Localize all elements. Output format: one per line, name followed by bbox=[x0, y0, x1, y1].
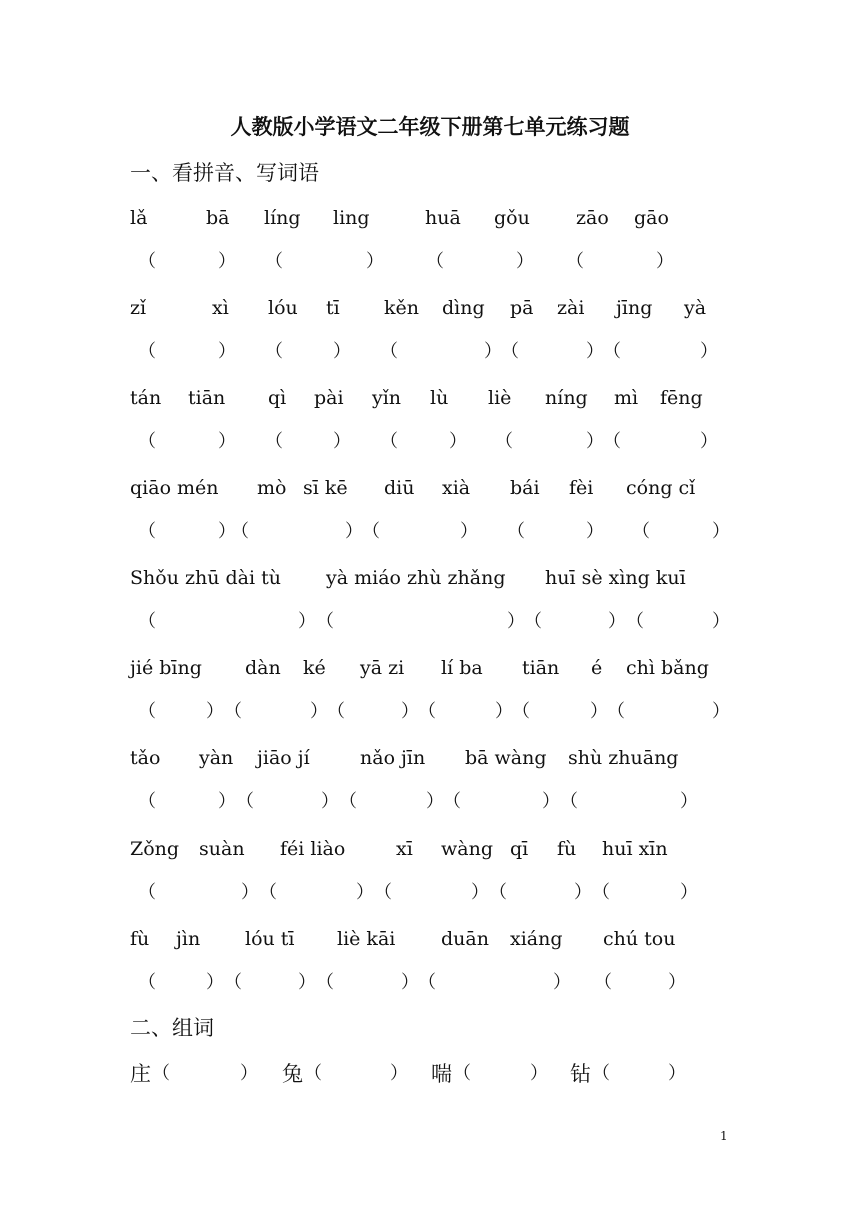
pinyin-word: chì bǎng bbox=[626, 657, 709, 679]
answer-blank-close[interactable]: ） bbox=[218, 431, 236, 452]
answer-blank-open[interactable]: （ bbox=[501, 341, 519, 362]
answer-blank-open[interactable]: （ bbox=[265, 251, 283, 272]
section-heading-zuci: 二、组词 bbox=[130, 1016, 214, 1040]
answer-row-1 bbox=[0, 247, 860, 277]
pinyin-word: liè bbox=[488, 387, 512, 409]
pinyin-word: tiān bbox=[188, 387, 226, 409]
answer-blank-open[interactable]: （ bbox=[138, 701, 156, 722]
answer-blank-close[interactable]: ） bbox=[298, 972, 316, 993]
answer-blank-close[interactable]: ） bbox=[700, 341, 718, 362]
answer-blank-close[interactable]: ） bbox=[542, 791, 560, 812]
answer-blank-close[interactable]: ） bbox=[608, 611, 626, 632]
pinyin-word: zài bbox=[557, 297, 585, 319]
pinyin-word: xī bbox=[396, 838, 413, 860]
pinyin-row-3 bbox=[0, 383, 860, 413]
page-title: 人教版小学语文二年级下册第七单元练习题 bbox=[230, 114, 630, 139]
answer-blank-close[interactable]: ） bbox=[460, 521, 478, 542]
answer-blank-close[interactable]: ） bbox=[680, 882, 698, 903]
answer-blank-open[interactable]: （ bbox=[453, 1063, 471, 1084]
answer-blank-open[interactable]: （ bbox=[380, 341, 398, 362]
pinyin-word: liè kāi bbox=[337, 928, 396, 950]
answer-row-3 bbox=[0, 427, 860, 457]
pinyin-word: bái bbox=[510, 477, 540, 499]
answer-blank-open[interactable]: （ bbox=[594, 972, 612, 993]
answer-blank-open[interactable]: （ bbox=[495, 431, 513, 452]
answer-blank-close[interactable]: ） bbox=[590, 701, 608, 722]
pinyin-word: gāo bbox=[634, 207, 669, 229]
answer-blank-open[interactable]: （ bbox=[327, 701, 345, 722]
pinyin-word: lóu tī bbox=[245, 928, 295, 950]
pinyin-word: mò bbox=[257, 477, 287, 499]
answer-blank-open[interactable]: （ bbox=[626, 611, 644, 632]
answer-blank-close[interactable]: ） bbox=[401, 701, 419, 722]
pinyin-word: chú tou bbox=[603, 928, 676, 950]
answer-blank-open[interactable]: （ bbox=[524, 611, 542, 632]
pinyin-word: nǎo jīn bbox=[360, 747, 426, 769]
answer-blank-close[interactable]: ） bbox=[471, 882, 489, 903]
pinyin-word: Shǒu zhū dài tù bbox=[130, 567, 281, 589]
pinyin-word: lí ba bbox=[441, 657, 483, 679]
answer-blank-open[interactable]: （ bbox=[138, 791, 156, 812]
pinyin-word: fù bbox=[130, 928, 150, 950]
zuci-character: 喘 bbox=[431, 1062, 452, 1086]
pinyin-word: qī bbox=[510, 838, 529, 860]
pinyin-row-2 bbox=[0, 293, 860, 323]
pinyin-row-6 bbox=[0, 653, 860, 683]
pinyin-word: mì bbox=[614, 387, 639, 409]
answer-blank-close[interactable]: ） bbox=[241, 882, 259, 903]
pinyin-row-4 bbox=[0, 473, 860, 503]
answer-row-5 bbox=[0, 607, 860, 637]
pinyin-word: tán bbox=[130, 387, 162, 409]
pinyin-word: yà miáo zhù zhǎng bbox=[326, 567, 506, 589]
answer-row-4 bbox=[0, 517, 860, 547]
answer-blank-open[interactable]: （ bbox=[443, 791, 461, 812]
pinyin-word: xià bbox=[442, 477, 471, 499]
answer-blank-close[interactable]: ） bbox=[507, 611, 525, 632]
pinyin-word: shù zhuāng bbox=[568, 747, 679, 769]
pinyin-word: jié bīng bbox=[130, 657, 202, 679]
pinyin-row-8 bbox=[0, 834, 860, 864]
answer-blank-open[interactable]: （ bbox=[426, 251, 444, 272]
answer-blank-close[interactable]: ） bbox=[586, 521, 604, 542]
answer-blank-close[interactable]: ） bbox=[218, 341, 236, 362]
pinyin-word: yā zi bbox=[360, 657, 405, 679]
answer-blank-open[interactable]: （ bbox=[607, 701, 625, 722]
answer-blank-open[interactable]: （ bbox=[138, 431, 156, 452]
page-number: 1 bbox=[720, 1129, 728, 1143]
zuci-character: 钻 bbox=[570, 1062, 591, 1086]
answer-row-2 bbox=[0, 337, 860, 367]
answer-blank-close[interactable]: ） bbox=[712, 701, 730, 722]
answer-blank-close[interactable]: ） bbox=[712, 521, 730, 542]
pinyin-word: tǎo bbox=[130, 747, 161, 769]
answer-blank-close[interactable]: ） bbox=[574, 882, 592, 903]
answer-blank-close[interactable]: ） bbox=[218, 521, 236, 542]
answer-blank-close[interactable]: ） bbox=[310, 701, 328, 722]
pinyin-word: lù bbox=[430, 387, 449, 409]
pinyin-word: qiāo mén bbox=[130, 477, 219, 499]
answer-blank-open[interactable]: （ bbox=[236, 791, 254, 812]
answer-blank-open[interactable]: （ bbox=[138, 521, 156, 542]
answer-blank-open[interactable]: （ bbox=[304, 1063, 322, 1084]
pinyin-word: tī bbox=[326, 297, 340, 319]
pinyin-word: féi liào bbox=[280, 838, 346, 860]
pinyin-word: yǐn bbox=[372, 387, 402, 409]
answer-blank-open[interactable]: （ bbox=[138, 611, 156, 632]
pinyin-word: sī kē bbox=[303, 477, 348, 499]
pinyin-word: cóng cǐ bbox=[626, 477, 696, 499]
pinyin-word: jīng bbox=[616, 297, 653, 319]
pinyin-word: diū bbox=[384, 477, 415, 499]
pinyin-word: qì bbox=[268, 387, 287, 409]
answer-blank-open[interactable]: （ bbox=[224, 972, 242, 993]
pinyin-word: bā bbox=[206, 207, 230, 229]
pinyin-word: pā bbox=[510, 297, 534, 319]
answer-blank-open[interactable]: （ bbox=[418, 701, 436, 722]
answer-blank-close[interactable]: ） bbox=[668, 972, 686, 993]
pinyin-row-5 bbox=[0, 563, 860, 593]
answer-blank-open[interactable]: （ bbox=[632, 521, 650, 542]
answer-blank-open[interactable]: （ bbox=[265, 341, 283, 362]
answer-blank-open[interactable]: （ bbox=[566, 251, 584, 272]
answer-blank-close[interactable]: ） bbox=[484, 341, 502, 362]
answer-blank-open[interactable]: （ bbox=[138, 341, 156, 362]
answer-blank-open[interactable]: （ bbox=[231, 521, 249, 542]
answer-blank-close[interactable]: ） bbox=[586, 341, 604, 362]
pinyin-word: jìn bbox=[176, 928, 201, 950]
answer-blank-open[interactable]: （ bbox=[507, 521, 525, 542]
answer-blank-open[interactable]: （ bbox=[316, 972, 334, 993]
pinyin-row-7 bbox=[0, 743, 860, 773]
answer-blank-close[interactable]: ） bbox=[356, 882, 374, 903]
answer-row-8 bbox=[0, 878, 860, 908]
answer-blank-close[interactable]: ） bbox=[680, 791, 698, 812]
answer-blank-open[interactable]: （ bbox=[374, 882, 392, 903]
answer-blank-close[interactable]: ） bbox=[218, 251, 236, 272]
pinyin-word: xì bbox=[212, 297, 229, 319]
pinyin-word: ké bbox=[303, 657, 326, 679]
pinyin-word: kěn bbox=[384, 297, 419, 319]
answer-blank-open[interactable]: （ bbox=[138, 882, 156, 903]
pinyin-word: níng bbox=[545, 387, 588, 409]
answer-blank-open[interactable]: （ bbox=[418, 972, 436, 993]
answer-blank-close[interactable]: ） bbox=[333, 341, 351, 362]
pinyin-word: yà bbox=[684, 297, 707, 319]
pinyin-row-9 bbox=[0, 924, 860, 954]
answer-blank-close[interactable]: ） bbox=[321, 791, 339, 812]
section-heading-pinyin: 一、看拼音、写词语 bbox=[130, 161, 319, 185]
pinyin-word: é bbox=[591, 657, 603, 679]
pinyin-word: huā bbox=[425, 207, 461, 229]
answer-blank-open[interactable]: （ bbox=[603, 341, 621, 362]
pinyin-word: suàn bbox=[199, 838, 245, 860]
pinyin-word: lǎ bbox=[130, 207, 148, 229]
answer-blank-open[interactable]: （ bbox=[138, 972, 156, 993]
answer-blank-close[interactable]: ） bbox=[366, 251, 384, 272]
pinyin-word: duān bbox=[441, 928, 489, 950]
pinyin-word: zǐ bbox=[130, 297, 147, 319]
answer-blank-open[interactable]: （ bbox=[362, 521, 380, 542]
pinyin-word: zāo bbox=[576, 207, 609, 229]
answer-blank-open[interactable]: （ bbox=[512, 701, 530, 722]
answer-row-6 bbox=[0, 697, 860, 727]
answer-blank-close[interactable]: ） bbox=[656, 251, 674, 272]
zuci-character: 庄 bbox=[130, 1062, 151, 1086]
answer-blank-close[interactable]: ） bbox=[712, 611, 730, 632]
pinyin-word: lóu bbox=[268, 297, 298, 319]
answer-row-7 bbox=[0, 787, 860, 817]
pinyin-word: fù bbox=[557, 838, 577, 860]
pinyin-word: wàng bbox=[441, 838, 493, 860]
answer-blank-close[interactable]: ） bbox=[345, 521, 363, 542]
pinyin-word: ling bbox=[333, 207, 370, 229]
answer-blank-open[interactable]: （ bbox=[560, 791, 578, 812]
pinyin-word: dìng bbox=[442, 297, 485, 319]
answer-row-9 bbox=[0, 968, 860, 998]
pinyin-word: tiān bbox=[522, 657, 560, 679]
answer-blank-open[interactable]: （ bbox=[224, 701, 242, 722]
answer-blank-open[interactable]: （ bbox=[380, 431, 398, 452]
answer-blank-open[interactable]: （ bbox=[603, 431, 621, 452]
answer-blank-close[interactable]: ） bbox=[586, 431, 604, 452]
pinyin-word: fèi bbox=[569, 477, 594, 499]
pinyin-word: huī xīn bbox=[602, 838, 668, 860]
answer-blank-close[interactable]: ） bbox=[333, 431, 351, 452]
answer-blank-close[interactable]: ） bbox=[516, 251, 534, 272]
pinyin-word: yàn bbox=[199, 747, 234, 769]
pinyin-word: bā wàng bbox=[465, 747, 547, 769]
answer-blank-open[interactable]: （ bbox=[592, 882, 610, 903]
answer-blank-close[interactable]: ） bbox=[298, 611, 316, 632]
pinyin-word: líng bbox=[264, 207, 301, 229]
pinyin-word: dàn bbox=[245, 657, 281, 679]
answer-blank-open[interactable]: （ bbox=[152, 1063, 170, 1084]
answer-blank-close[interactable]: ） bbox=[401, 972, 419, 993]
answer-blank-open[interactable]: （ bbox=[489, 882, 507, 903]
pinyin-row-1 bbox=[0, 203, 860, 233]
answer-blank-close[interactable]: ） bbox=[553, 972, 571, 993]
answer-blank-close[interactable]: ） bbox=[668, 1063, 686, 1084]
pinyin-word: huī sè xìng kuī bbox=[545, 567, 686, 589]
answer-blank-close[interactable]: ） bbox=[206, 972, 224, 993]
pinyin-word: fēng bbox=[660, 387, 703, 409]
answer-blank-open[interactable]: （ bbox=[592, 1063, 610, 1084]
answer-blank-open[interactable]: （ bbox=[138, 251, 156, 272]
answer-blank-close[interactable]: ） bbox=[530, 1063, 548, 1084]
pinyin-word: pài bbox=[314, 387, 344, 409]
pinyin-word: gǒu bbox=[494, 207, 530, 229]
answer-blank-close[interactable]: ） bbox=[449, 431, 467, 452]
answer-blank-close[interactable]: ） bbox=[390, 1063, 408, 1084]
pinyin-word: jiāo jí bbox=[257, 747, 310, 769]
pinyin-word: Zǒng bbox=[130, 838, 180, 860]
answer-blank-close[interactable]: ） bbox=[240, 1063, 258, 1084]
answer-blank-close[interactable]: ） bbox=[218, 791, 236, 812]
answer-blank-close[interactable]: ） bbox=[426, 791, 444, 812]
zuci-character: 兔 bbox=[282, 1062, 303, 1086]
zuci-row bbox=[0, 1059, 860, 1089]
answer-blank-close[interactable]: ） bbox=[495, 701, 513, 722]
answer-blank-open[interactable]: （ bbox=[259, 882, 277, 903]
answer-blank-close[interactable]: ） bbox=[700, 431, 718, 452]
answer-blank-open[interactable]: （ bbox=[339, 791, 357, 812]
pinyin-word: xiáng bbox=[510, 928, 563, 950]
answer-blank-open[interactable]: （ bbox=[265, 431, 283, 452]
answer-blank-open[interactable]: （ bbox=[316, 611, 334, 632]
answer-blank-close[interactable]: ） bbox=[206, 701, 224, 722]
